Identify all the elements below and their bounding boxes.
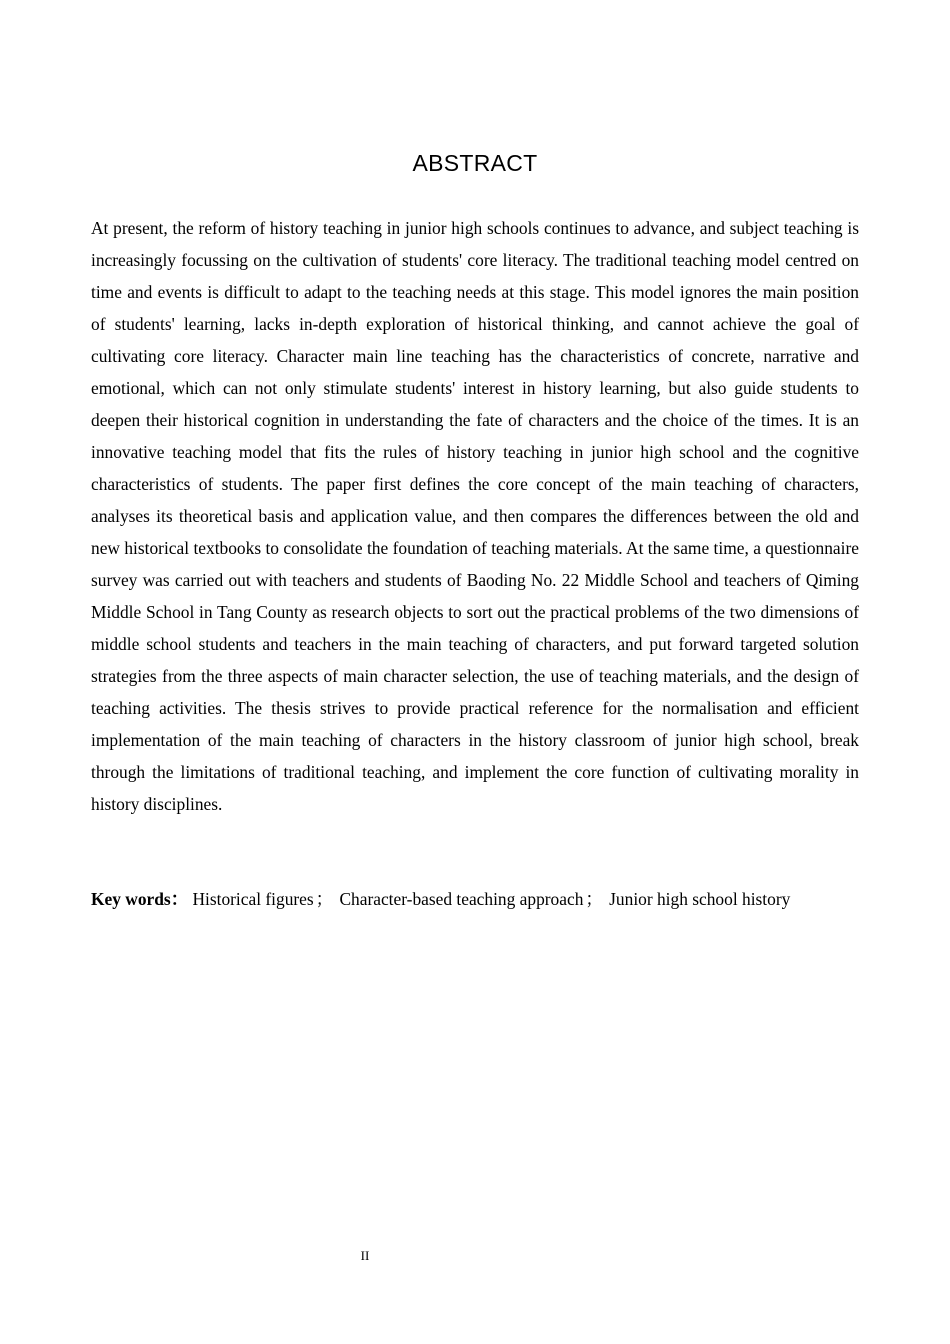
keyword-separator: ； — [315, 889, 334, 909]
keywords-label: Key words： — [91, 889, 189, 909]
keyword-item: Character-based teaching approach — [339, 889, 584, 909]
abstract-body: At present, the reform of history teaching in junior high schools continues to advance, and subject teaching is increasingly focussing on the cultivation of students' core literacy. The traditional teaching model centred on time and events is difficult to adapt to the teaching needs at this stage. This model ignores the main position of students' learning, lacks in-depth exploration of historical thinking, and cannot achieve the goal of cultivating core literacy. Character main line teaching has the characteristics of concrete, narrative and emotional, which can not only stimulate students' interest in history learning, but also guide students to deepen their historical cognition in understanding the fate of characters and the choice of the times. It is an innovative teaching model that fits the rules of history teaching in junior high school and the cognitive characteristics of students. The paper first defines the core concept of the main teaching of characters, analyses its theoretical basis and application value, and then compares the differences between the old and new historical textbooks to consolidate the foundation of teaching materials. At the same time, a questionnaire survey was carried out with teachers and students of Baoding No. 22 Middle School and teachers of Qiming Middle School in Tang County as research objects to sort out the practical problems of the two dimensions of middle school students and teachers in the main teaching of characters, and put forward targeted solution strategies from the three aspects of main character selection, the use of teaching materials, and the design of teaching activities. The thesis strives to provide practical reference for the normalisation and efficient implementation of the main teaching of characters in the history classroom of junior high school, break through the limitations of traditional teaching, and implement the core function of cultivating morality in history disciplines. — [91, 218, 859, 814]
keyword-item: Junior high school history — [609, 889, 791, 909]
keywords-line — [91, 883, 859, 915]
keyword-separator: ； — [585, 889, 603, 909]
keyword-item: Historical figures — [192, 889, 314, 909]
page-number: II — [360, 1248, 370, 1263]
abstract-title: ABSTRACT — [412, 150, 538, 176]
